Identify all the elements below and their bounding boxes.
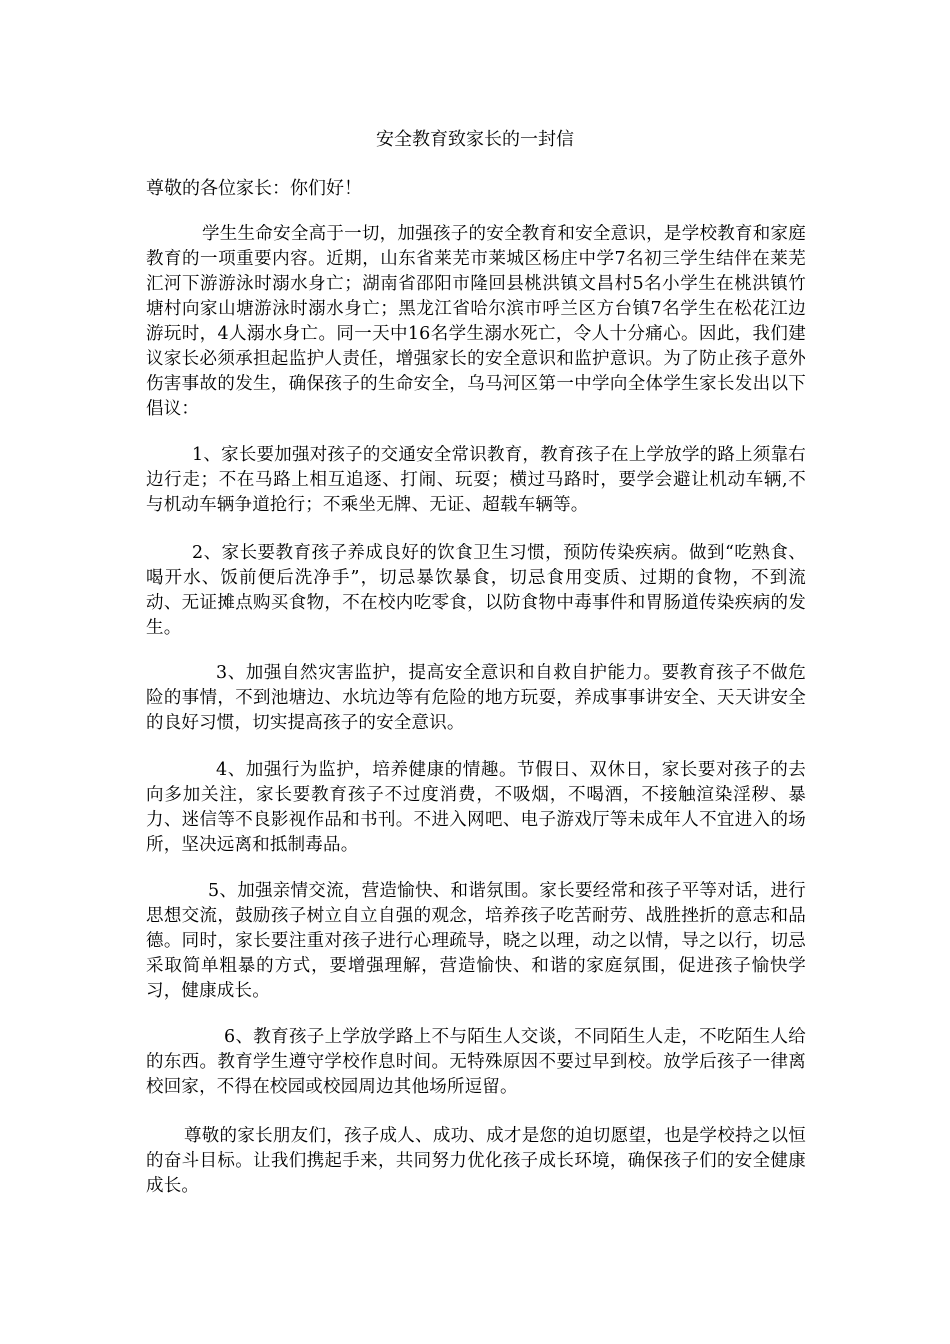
letter-title: 安全教育致家长的一封信 — [376, 129, 574, 150]
salutation: 尊敬的各位家长：你们好！ — [146, 178, 362, 199]
proposal-item-1: 1、家长要加强对孩子的交通安全常识教育，教育孩子在上学放学的路上须靠右边行走；不在马路上相互追逐、打闹、玩耍；横过马路时，要学会避让机动车辆,不与机动车辆争道抢行；不乘坐无牌、无证、超载车辆等。 — [146, 445, 806, 515]
proposal-item-3: 3、加强自然灾害监护，提高安全意识和自救自护能力。要教育孩子不做危险的事情，不到池塘边、水坑边等有危险的地方玩耍，养成事事讲安全、天天讲安全的良好习惯，切实提高孩子的安全意识。 — [146, 663, 806, 733]
intro-paragraph: 学生生命安全高于一切，加强孩子的安全教育和安全意识，是学校教育和家庭教育的一项重要内容。近期，山东省莱芜市莱城区杨庄中学7名初三学生结伴在莱芜汇河下游游泳时溺水身亡；湖南省邵阳市隆回县桃洪镇文昌村5名小学生在桃洪镇竹塘村向家山塘游泳时溺水身亡；黑龙江省哈尔滨市呼兰区方台镇7名学生在松花江边游玩时，4人溺水身亡。同一天中16名学生溺水死亡，令人十分痛心。因此，我们建议家长必须承担起监护人责任，增强家长的安全意识和监护意识。为了防止孩子意外伤害事故的发生，确保孩子的生命安全，乌马河区第一中学向全体学生家长发出以下倡议： — [146, 224, 806, 419]
proposal-item-5: 5、加强亲情交流，营造愉快、和谐氛围。家长要经常和孩子平等对话，进行思想交流，鼓励孩子树立自立自强的观念，培养孩子吃苦耐劳、战胜挫折的意志和品德。同时，家长要注重对孩子进行心理疏导，晓之以理，动之以情，导之以行，切忌采取简单粗暴的方式，要增强理解，营造愉快、和谐的家庭氛围，促进孩子愉快学习，健康成长。 — [146, 881, 806, 1001]
proposal-item-4: 4、加强行为监护，培养健康的情趣。节假日、双休日，家长要对孩子的去向多加关注，家长要教育孩子不过度消费，不吸烟，不喝酒，不接触渲染淫秽、暴力、迷信等不良影视作品和书刊。不进入网吧、电子游戏厅等未成年人不宜进入的场所，坚决远离和抵制毒品。 — [146, 760, 806, 855]
closing-paragraph: 尊敬的家长朋友们，孩子成人、成功、成才是您的迫切愿望，也是学校持之以恒的奋斗目标。让我们携起手来，共同努力优化孩子成长环境，确保孩子们的安全健康成长。 — [146, 1126, 806, 1196]
proposal-item-2: 2、家长要教育孩子养成良好的饮食卫生习惯，预防传染疾病。做到“吃熟食、喝开水、饭前便后洗净手”，切忌暴饮暴食，切忌食用变质、过期的食物，不到流动、无证摊点购买食物，不在校内吃零食，以防食物中毒事件和胃肠道传染疾病的发生。 — [146, 543, 806, 638]
proposal-item-6: 6、教育孩子上学放学路上不与陌生人交谈，不同陌生人走，不吃陌生人给的东西。教育学生遵守学校作息时间。无特殊原因不要过早到校。放学后孩子一律离校回家，不得在校园或校园周边其他场所逗留。 — [146, 1027, 806, 1097]
